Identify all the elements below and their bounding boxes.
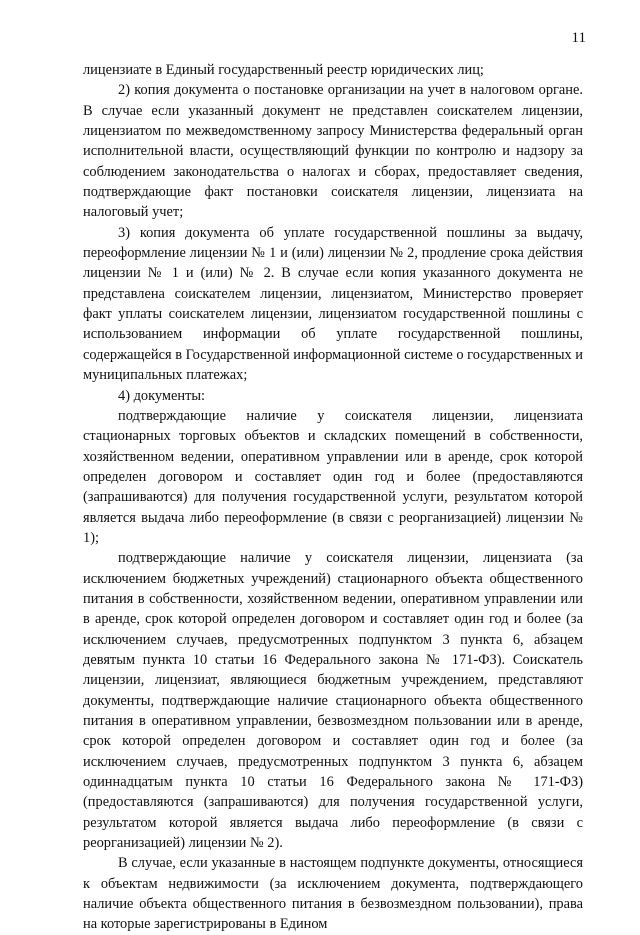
paragraph-item-4: 4) документы: bbox=[118, 387, 206, 404]
paragraph-continuation: лицензиате в Единый государственный реестр юридических лиц; bbox=[83, 62, 484, 78]
paragraph-trade-objects: подтверждающие наличие у соискателя лицензии, лицензиата стационарных торговых объектов и складских помещений в собственности, хозяйственном ведении, оперативном управлении или в аренде, срок которой определен договором и составляет один год и более (предоставляются (запрашиваются) для получения государственной услуги, результатом которой является выдача либо переоформление (в связи с реорганизацией) лицензии № 1); bbox=[83, 407, 583, 546]
paragraph-item-3: 3) копия документа об уплате государственной пошлины за выдачу, переоформление лицензии № 1 и (или) лицензии № 2, продление срока действия лицензии № 1 и (или) № 2. В случае если копия указанного документа не представлена соискателем лицензии, лицензиатом, Министерство проверяет факт уплаты соискателем лицензии, лицензиатом государственной пошлины с использованием информации об уплате государственной пошлины, содержащейся в Государственной информационной системе о государственных и муниципальных платежах; bbox=[83, 224, 583, 384]
paragraph-catering-objects: подтверждающие наличие у соискателя лицензии, лицензиата (за исключением бюджетных учреждений) стационарного объекта общественного питания в собственности, хозяйственном ведении, оперативном управлении или в аренде, срок которой определен договором и составляет один год и более (за исключением случаев, предусмотренных подпунктом 3 пункта 6, абзацем девятым пункта 10 статьи 16 Федерального закона № 171-ФЗ). Соискатель лицензии, лицензиат, являющиеся бюджетным учреждением, представляют документы, подтверждающие наличие стационарного объекта общественного питания в оперативном управлении, безвозмездном пользовании или в аренде, срок которой определен договором и составляет один год и более (за исключением случаев, предусмотренных подпунктом 3 пункта 6, абзацем одиннадцатым пункта 10 статьи 16 Федерального закона № 171-ФЗ) (предоставляются (запрашиваются) для получения государственной услуги, результатом которой является выдача либо переоформление (в связи с реорганизацией) лицензии № 2). bbox=[83, 550, 583, 852]
page-number: 11 bbox=[571, 30, 586, 46]
paragraph-real-estate: В случае, если указанные в настоящем подпункте документы, относящиеся к объектам недвижимости (за исключением документа, подтверждающего наличие объекта общественного питания в безвозмездном пользовании), права на которые зарегистрированы в Едином bbox=[83, 855, 583, 933]
paragraph-item-2: 2) копия документа о постановке организации на учет в налоговом органе. В случае если указанный документ не представлен соискателем лицензии, лицензиатом по межведомственному запросу Министерства федеральный орган исполнительной власти, осуществляющий функции по контролю и надзору за соблюдением законодательства о налогах и сборах, предоставляет сведения, подтверждающие факт постановки соискателя лицензии, лицензиата на налоговый учет; bbox=[83, 82, 583, 221]
document-body bbox=[83, 60, 583, 935]
